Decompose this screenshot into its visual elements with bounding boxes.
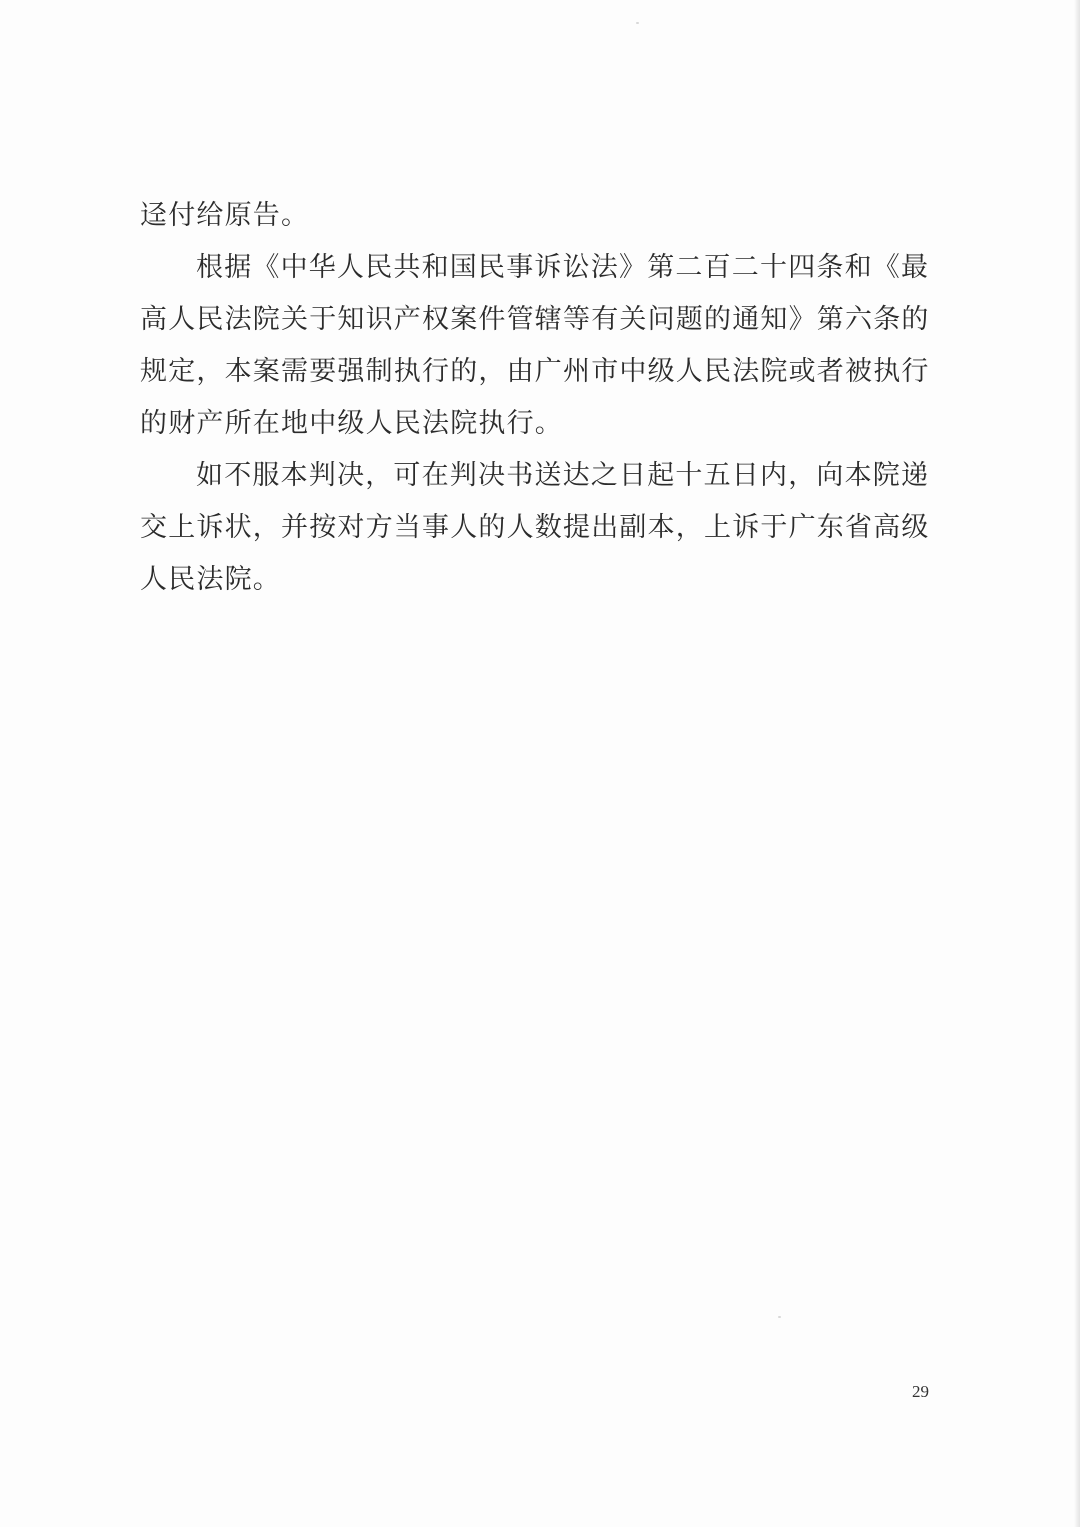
page-edge-shadow <box>1074 0 1080 1527</box>
text-line: 交上诉状，并按对方当事人的人数提出副本，上诉于广东省高级 <box>140 512 930 543</box>
text-line: 高人民法院关于知识产权案件管辖等有关问题的通知》第六条的 <box>140 304 930 335</box>
text-line: 人民法院。 <box>140 564 281 595</box>
scan-speck <box>636 22 639 24</box>
scan-speck <box>778 1316 781 1318</box>
text-line: 迳付给原告。 <box>140 200 310 231</box>
text-line: 规定，本案需要强制执行的，由广州市中级人民法院或者被执行 <box>140 356 930 387</box>
text-line: 如不服本判决，可在判决书送达之日起十五日内，向本院递 <box>196 460 930 491</box>
page-number: 29 <box>912 1382 929 1401</box>
text-line: 根据《中华人民共和国民事诉讼法》第二百二十四条和《最 <box>196 252 930 283</box>
body-text <box>140 190 940 606</box>
text-line: 的财产所在地中级人民法院执行。 <box>140 408 563 439</box>
